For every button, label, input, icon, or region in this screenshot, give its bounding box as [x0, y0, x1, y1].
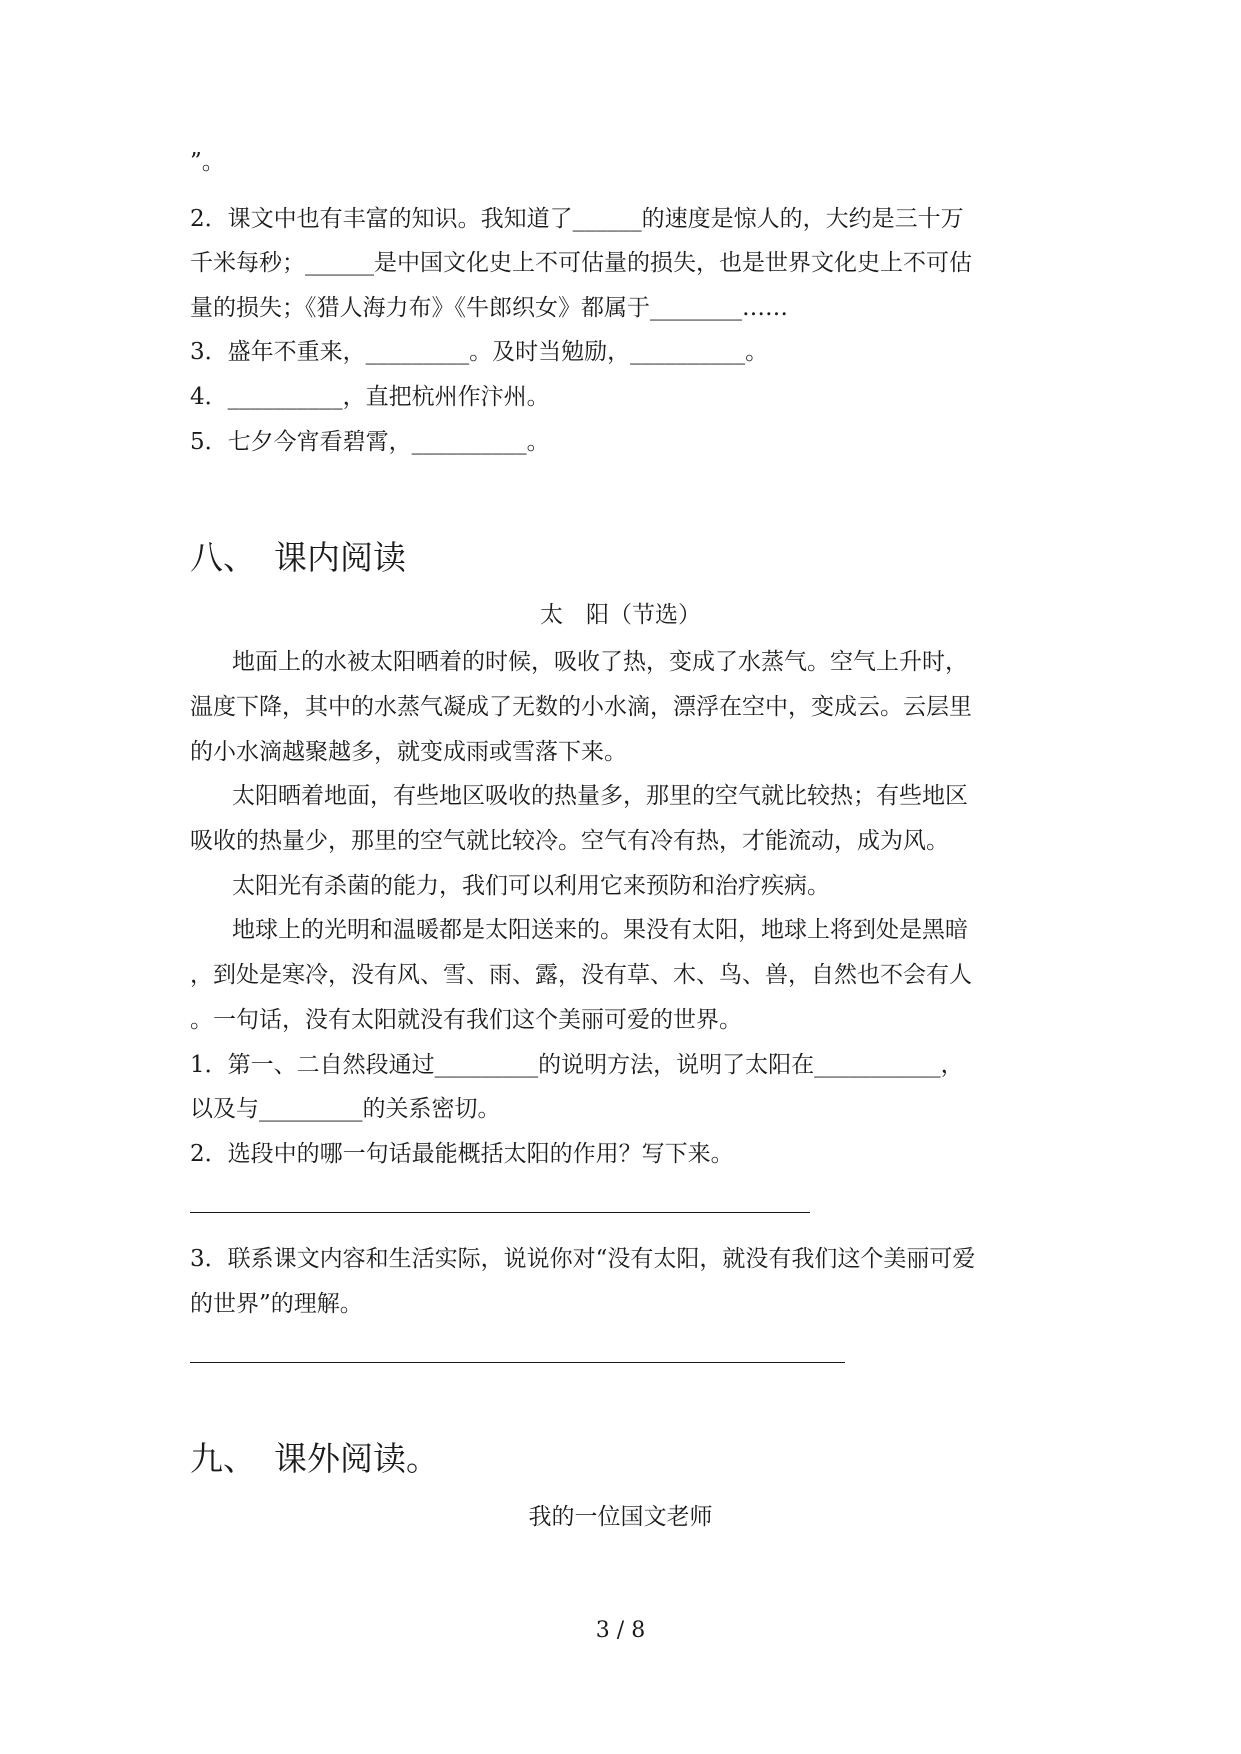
- passage-title: 我的一位国文老师: [528, 1504, 713, 1530]
- fill-question-line: 5．七夕今宵看碧霄，__________。: [190, 429, 550, 455]
- fill-question-line: 3．盛年不重来，_________。及时当勉励，__________。: [190, 339, 769, 365]
- passage-line: 。一句话，没有太阳就没有我们这个美丽可爱的世界。: [190, 1007, 742, 1033]
- passage-line: 地面上的水被太阳晒着的时候，吸收了热，变成了水蒸气。空气上升时，: [232, 649, 968, 675]
- section-title: 课外阅读。: [274, 1439, 439, 1478]
- section-number: 九、: [190, 1439, 256, 1478]
- section-heading-8: [190, 538, 406, 578]
- passage-line: 地球上的光明和温暖都是太阳送来的。果没有太阳，地球上将到处是黑暗: [232, 917, 968, 943]
- passage-line: 太阳晒着地面，有些地区吸收的热量多，那里的空气就比较热；有些地区: [232, 783, 968, 809]
- continuation-text: ”。: [190, 149, 225, 175]
- reading-question-line: 1．第一、二自然段通过_________的说明方法，说明了太阳在___________，: [190, 1052, 964, 1078]
- passage-line: 吸收的热量少，那里的空气就比较冷。空气有冷有热，才能流动，成为风。: [190, 828, 949, 854]
- section-number: 八、: [190, 538, 256, 577]
- reading-question-line: 2．选段中的哪一句话最能概括太阳的作用？写下来。: [190, 1141, 734, 1167]
- reading-question-line: 3．联系课文内容和生活实际，说说你对“没有太阳，就没有我们这个美丽可爱: [190, 1246, 976, 1272]
- passage-line: 太阳光有杀菌的能力，我们可以利用它来预防和治疗疾病。: [232, 873, 830, 899]
- answer-line[interactable]: [190, 1212, 810, 1213]
- fill-question-line: 2．课文中也有丰富的知识。我知道了______的速度是惊人的，大约是三十万: [190, 206, 964, 232]
- reading-question-line: 的世界”的理解。: [190, 1291, 363, 1317]
- section-heading-9: [190, 1439, 439, 1479]
- fill-question-line: 千米每秒；______是中国文化史上不可估量的损失，也是世界文化史上不可估: [190, 250, 972, 276]
- reading-question-line: 以及与_________的关系密切。: [190, 1096, 501, 1122]
- passage-title: 太 阳（节选）: [540, 602, 701, 628]
- passage-line: 的小水滴越聚越多，就变成雨或雪落下来。: [190, 739, 627, 765]
- fill-question-line: 量的损失；《猎人海力布》《牛郎织女》都属于________……: [190, 295, 788, 321]
- section-title: 课内阅读: [274, 538, 406, 577]
- answer-line[interactable]: [190, 1362, 845, 1363]
- fill-question-line: 4．__________，直把杭州作汴州。: [190, 384, 550, 410]
- passage-line: 温度下降，其中的水蒸气凝成了无数的小水滴，漂浮在空中，变成云。云层里: [190, 694, 972, 720]
- page-number: 3 / 8: [595, 1618, 646, 1643]
- passage-line: ，到处是寒冷，没有风、雪、雨、露，没有草、木、鸟、兽，自然也不会有人: [190, 962, 972, 988]
